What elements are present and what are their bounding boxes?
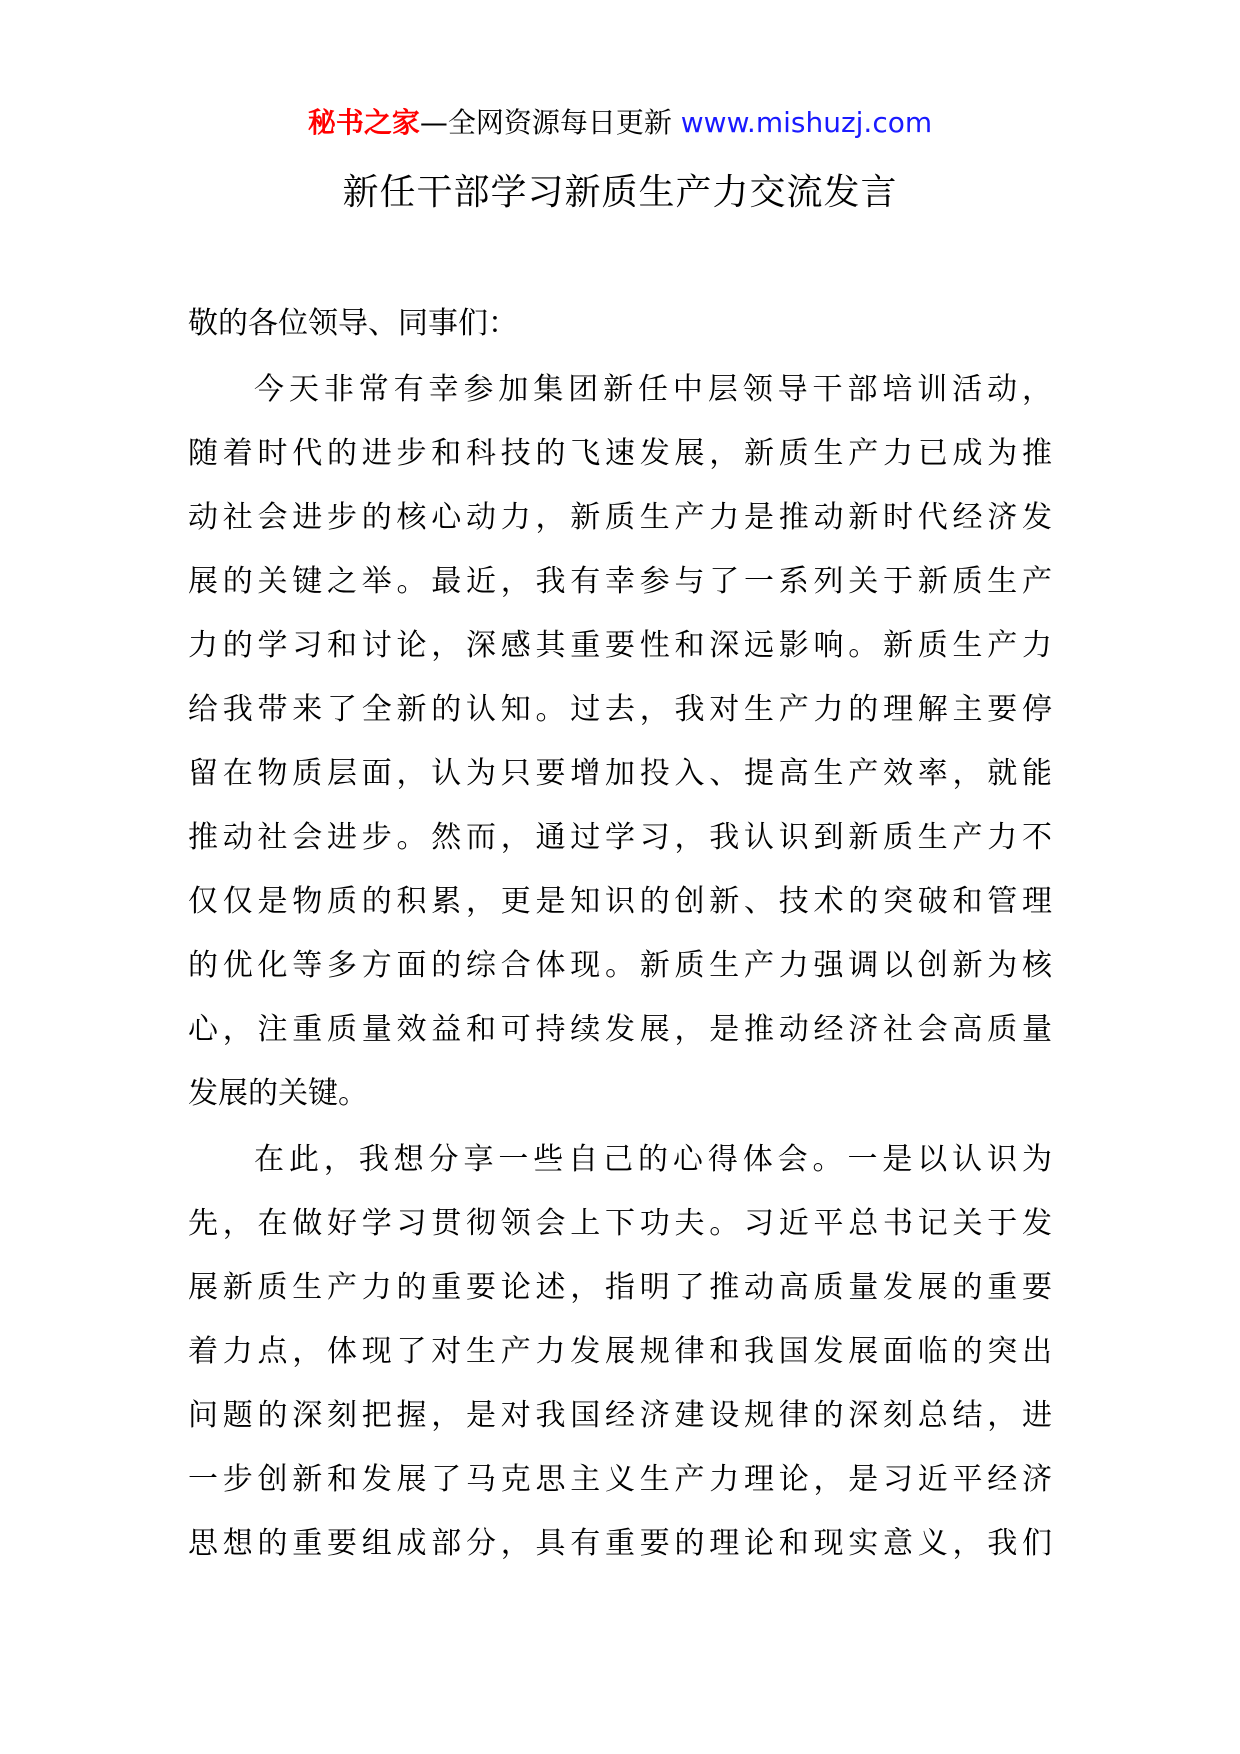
text-line: 发展的关键。 — [188, 1076, 368, 1111]
text-line: 给我带来了全新的认知。过去，我对生产力的理解主要停 — [188, 692, 1052, 727]
text-line: 心，注重质量效益和可持续发展，是推动经济社会高质量 — [188, 1012, 1052, 1047]
text-line: 随着时代的进步和科技的飞速发展，新质生产力已成为推 — [188, 436, 1052, 471]
text-line: 思想的重要组成部分，具有重要的理论和现实意义，我们 — [188, 1526, 1052, 1561]
text-line: 力的学习和讨论，深感其重要性和深远影响。新质生产力 — [188, 628, 1052, 663]
site-tagline: —全网资源每日更新 — [419, 106, 681, 139]
document-body — [188, 292, 1052, 1576]
document-title: 新任干部学习新质生产力交流发言 — [342, 172, 898, 213]
site-brand: 秘书之家 — [307, 106, 420, 139]
text-line: 的优化等多方面的综合体现。新质生产力强调以创新为核 — [188, 948, 1052, 983]
site-url-link[interactable]: www.mishuzj.com — [680, 106, 933, 139]
text-line: 展的关键之举。最近，我有幸参与了一系列关于新质生产 — [188, 564, 1052, 599]
text-line: 问题的深刻把握，是对我国经济建设规律的深刻总结，进 — [188, 1398, 1052, 1433]
text-line: 动社会进步的核心动力，新质生产力是推动新时代经济发 — [188, 500, 1052, 535]
text-line: 一步创新和发展了马克思主义生产力理论，是习近平经济 — [188, 1462, 1052, 1497]
text-line: 今天非常有幸参加集团新任中层领导干部培训活动， — [254, 372, 1052, 407]
text-line: 留在物质层面，认为只要增加投入、提高生产效率，就能 — [188, 756, 1052, 791]
text-line: 在此，我想分享一些自己的心得体会。一是以认识为 — [254, 1142, 1052, 1177]
site-header — [0, 103, 1240, 143]
paragraph-1 — [188, 358, 1052, 1126]
text-line: 先，在做好学习贯彻领会上下功夫。习近平总书记关于发 — [188, 1206, 1052, 1241]
text-line: 仅仅是物质的积累，更是知识的创新、技术的突破和管理 — [188, 884, 1052, 919]
greeting-line: 敬的各位领导、同事们： — [188, 306, 518, 341]
paragraph-2 — [188, 1128, 1052, 1576]
text-line: 展新质生产力的重要论述，指明了推动高质量发展的重要 — [188, 1270, 1052, 1305]
text-line: 着力点，体现了对生产力发展规律和我国发展面临的突出 — [188, 1334, 1052, 1369]
text-line: 推动社会进步。然而，通过学习，我认识到新质生产力不 — [188, 820, 1052, 855]
